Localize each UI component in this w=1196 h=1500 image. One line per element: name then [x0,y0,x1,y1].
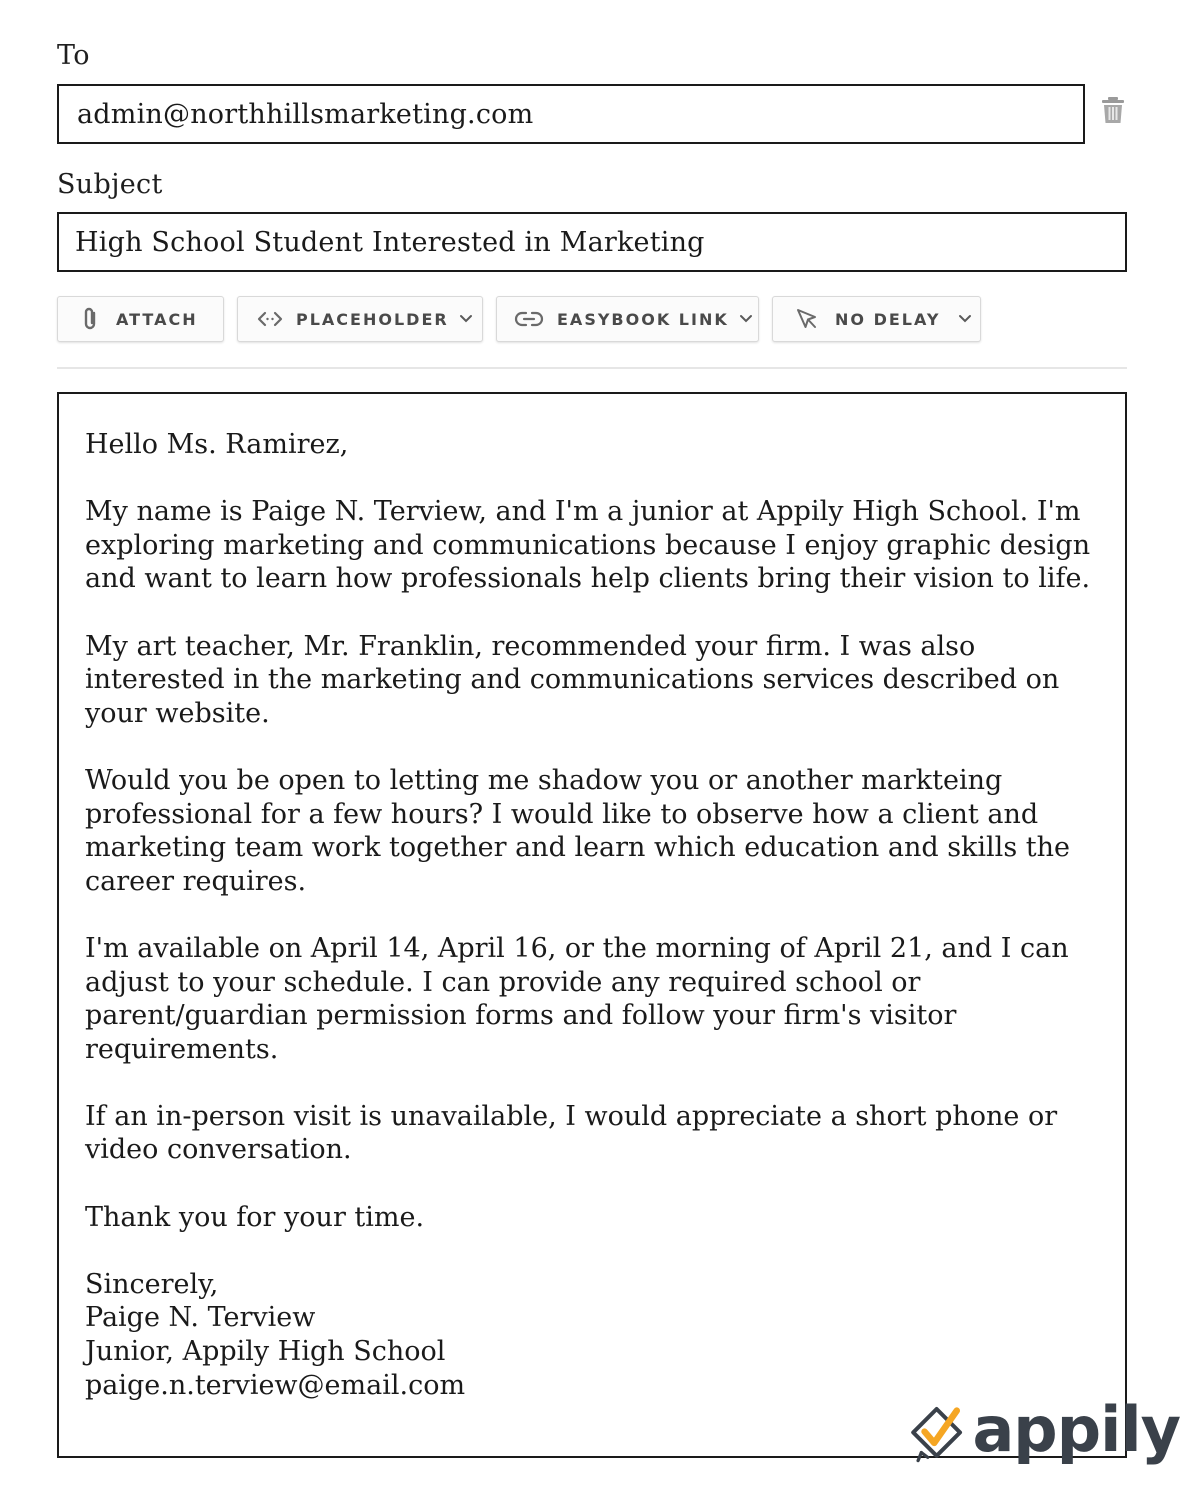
to-label: To [57,40,90,71]
attach-button[interactable] [57,296,224,342]
paperclip-icon [76,305,104,333]
paragraph: My art teacher, Mr. Franklin, recommended your firm. I was also interested in the marketing and communications services described on your website. [85,630,1060,729]
chevron-down-icon [958,314,972,324]
paragraph: I'm available on April 14, April 16, or the morning of April 21, and I can adjust to your schedule. I can provide any required school or parent/guardian permission forms and follow your firm's visitor requirements. [85,932,1069,1065]
link-icon [513,305,545,333]
greeting: Hello Ms. Ramirez, [85,429,349,460]
paragraph: Thank you for your time. [85,1201,425,1233]
delay-dropdown[interactable] [772,296,981,342]
subject-label: Subject [57,169,163,200]
to-value: admin@northhillsmarketing.com [77,98,534,130]
signature-name: Paige N. Terview [85,1302,316,1334]
toolbar-divider [57,367,1127,369]
signature-closing: Sincerely, [85,1268,219,1300]
paragraph: If an in-person visit is unavailable, I would appreciate a short phone or video conversation. [85,1100,1058,1166]
to-input[interactable] [57,84,1085,144]
appily-logo [910,1394,1180,1474]
message-body-editor[interactable] [57,392,1127,1458]
subject-value: High School Student Interested in Marketing [75,226,705,258]
placeholder-label: PLACEHOLDER [296,309,449,329]
appily-checkmark-icon [910,1397,966,1471]
appily-wordmark: appily [972,1392,1180,1466]
easybook-link-dropdown[interactable] [496,296,759,342]
chevron-down-icon [459,314,473,324]
trash-icon[interactable] [1101,96,1125,124]
chevron-down-icon [739,314,753,324]
signature-email: paige.n.terview@email.com [85,1369,466,1401]
easybook-label: EASYBOOK LINK [557,309,729,329]
placeholder-dropdown[interactable] [237,296,483,342]
delay-label: NO DELAY [835,309,941,329]
paragraph: Would you be open to letting me shadow you or another markteing professional for a few hours? I would like to observe how a client and marketing team work together and learn which education and skills the career requires. [85,764,1070,897]
attach-label: ATTACH [116,309,198,329]
signature [85,1268,1105,1402]
signature-title: Junior, Appily High School [85,1336,446,1368]
subject-input[interactable] [57,212,1127,272]
code-brackets-icon [256,305,284,333]
cursor-icon [793,305,821,333]
paragraph: My name is Paige N. Terview, and I'm a junior at Appily High School. I'm exploring marketing and communications because I enjoy graphic design and want to learn how professionals help clients bring their vision to life. [85,496,1091,595]
